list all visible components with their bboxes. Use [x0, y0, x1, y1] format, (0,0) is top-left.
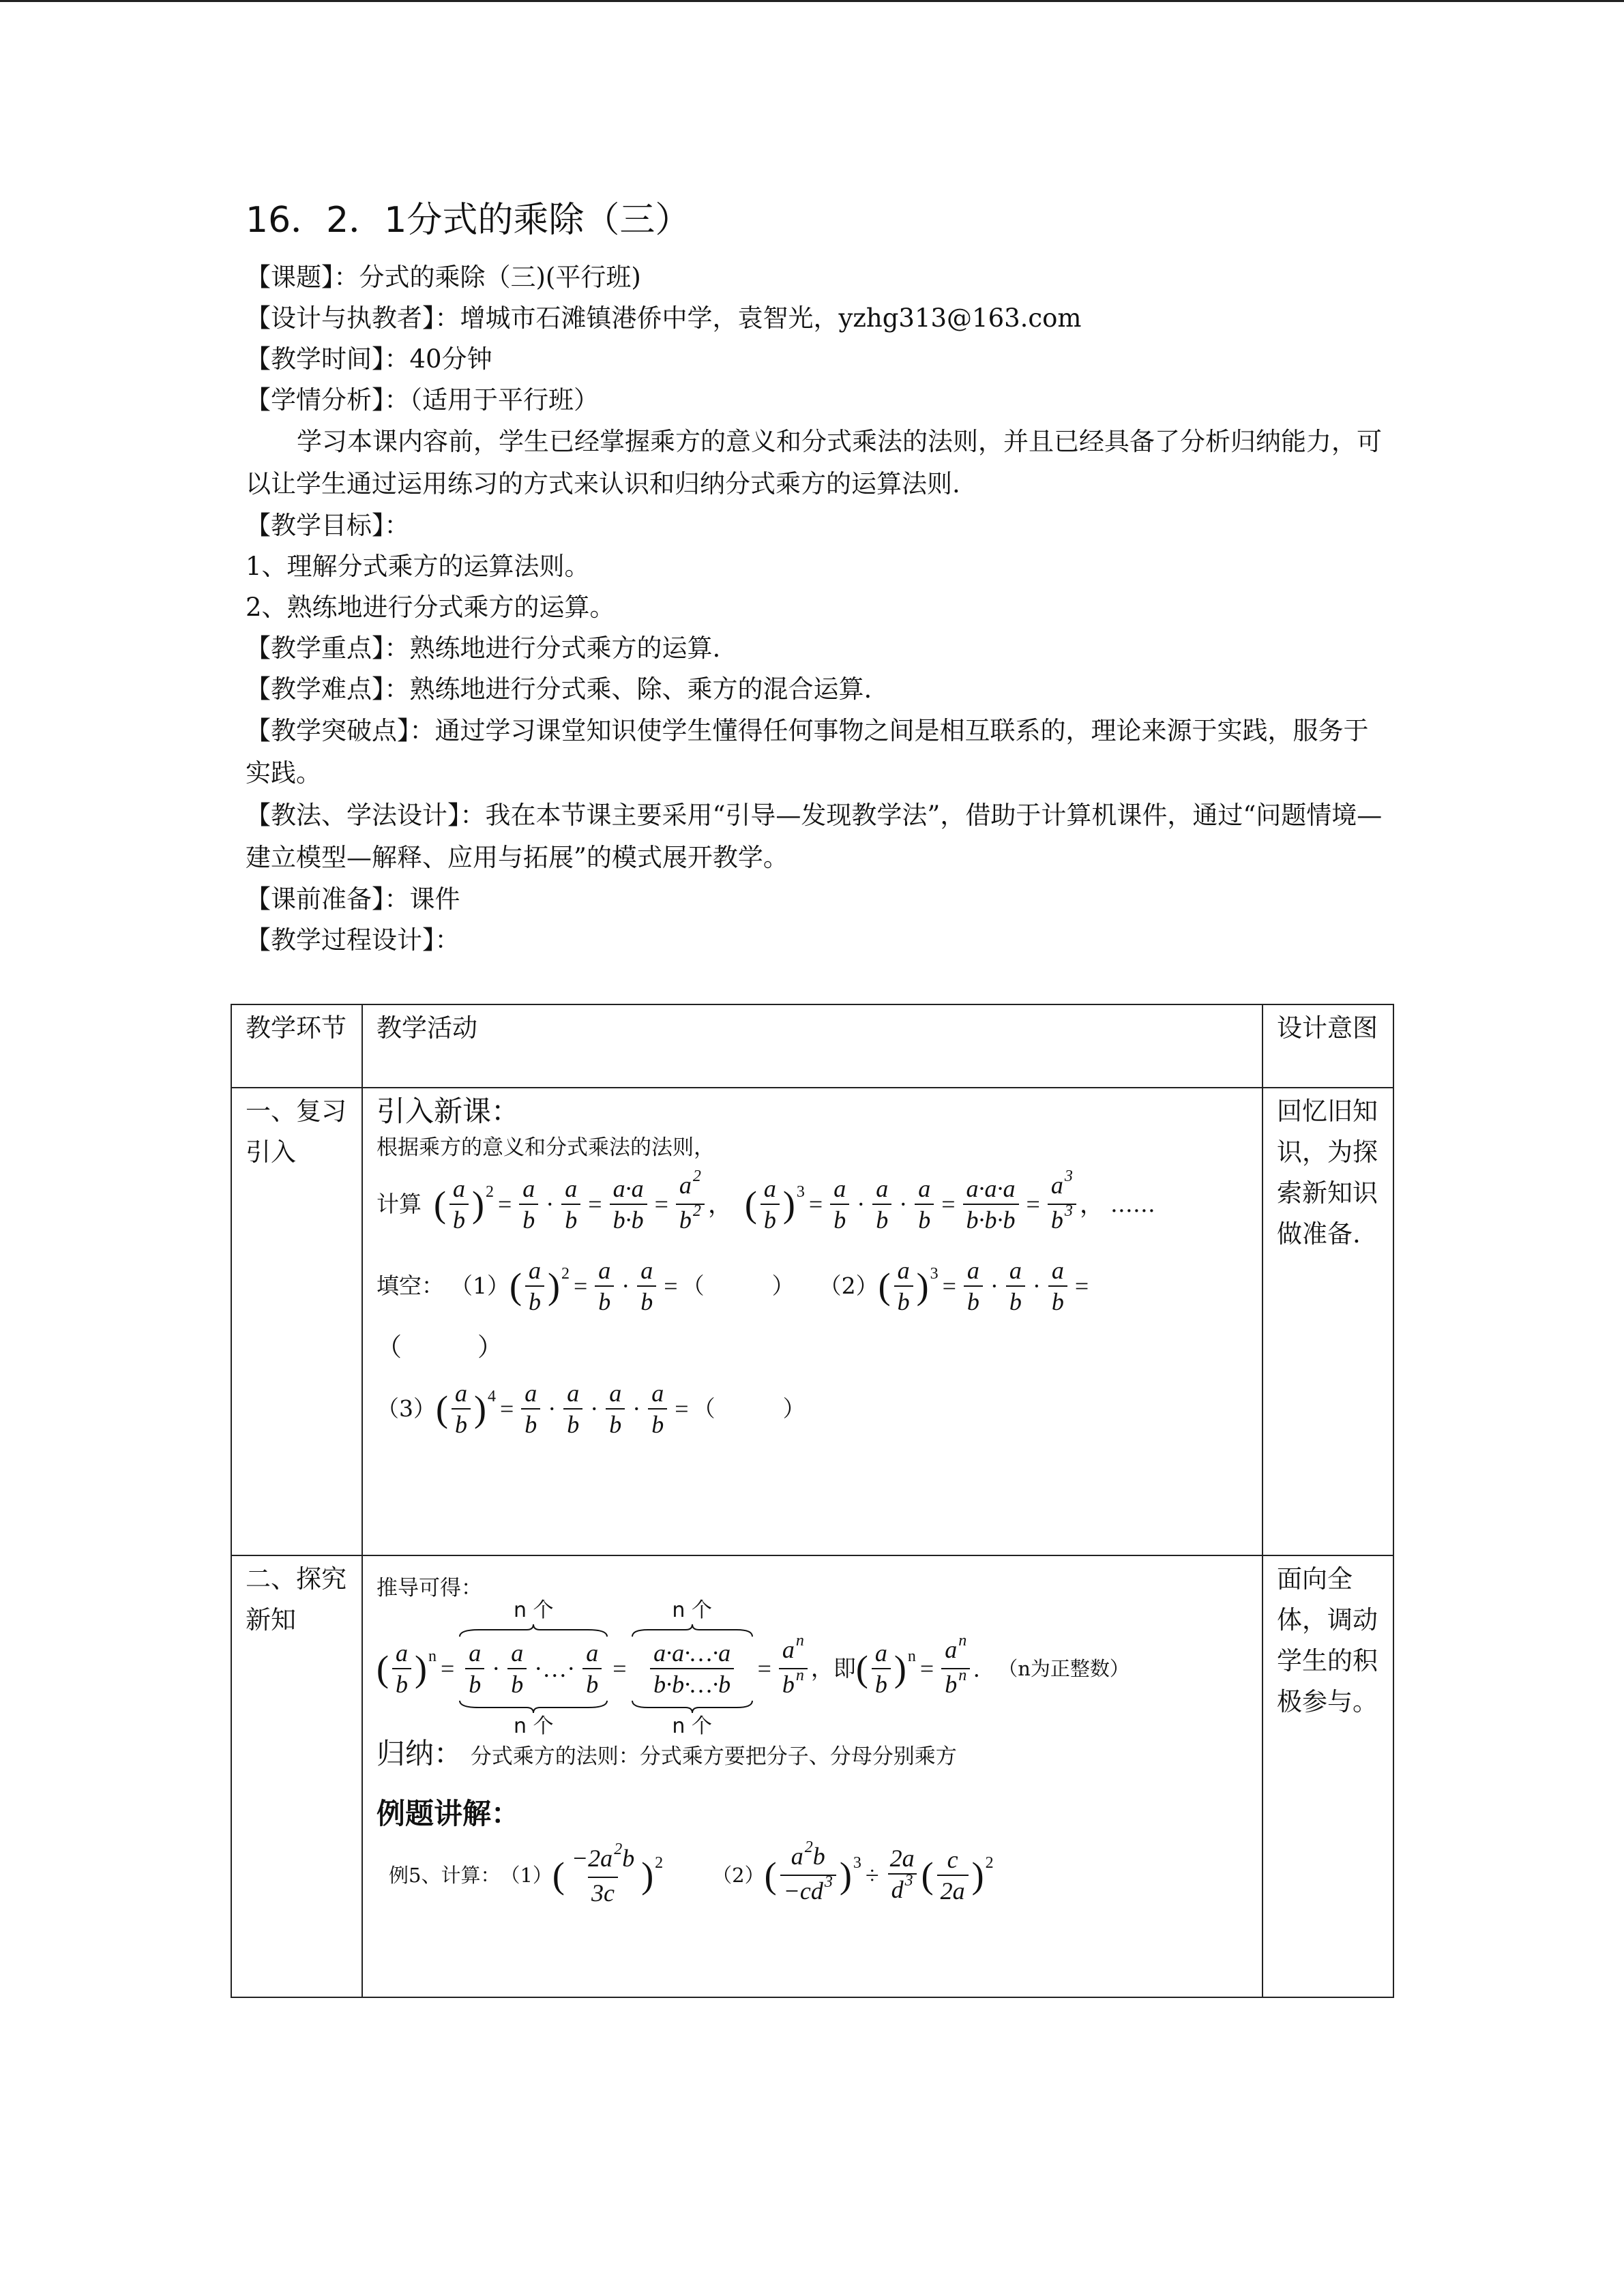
power-rule-formula: ( $\frac{a}{b}$ ) n = n 个 $\frac{a}{b}$ · $\frac{a}{b}$ ·…· $\frac{a}{b}$ n 个 = n 个 $\frac{a\cdot a\cdot\dots\cdot a}{b\cdot b\cdot\dots\cdot b}$ n 个 = $\frac{a^n}{b^n}$ ，即 ( $\frac{a}{b}$ ) n = $\frac{a^n}{b^n}$ . （n为正整数） [377, 1598, 1130, 1738]
braced-fraction: n 个 $\frac{a\cdot a\cdot\dots\cdot a}{b\cdot b\cdot\dots\cdot b}$ n 个 [631, 1598, 754, 1739]
meta-topic: 【课题】：分式的乘除（三)(平行班) [246, 263, 641, 292]
key-point: 【教学重点】：熟练地进行分式乘方的运算. [246, 633, 721, 663]
fill-blank-1-2: 填空： （1） ( $\frac{a}{b}$ ) 2 = $\frac{a}{b}$ · $\frac{a}{b}$ = （ ） （2） ( $\frac{a}{b}$ ) 3 = $\frac{a}{b}$ · $\frac{a}{b}$ · $\frac{a}{b}$ = [377, 1257, 1089, 1315]
meta-analysis: 【学情分析】：（适用于平行班） [246, 385, 599, 415]
meta-author: 【设计与执教者】：增城市石滩镇港侨中学，袁智光，yzhg313@163.com [246, 303, 1082, 333]
underbrace [458, 1699, 608, 1714]
section-heading: 引入新课： [377, 1094, 520, 1128]
meta-time: 【教学时间】：40分钟 [246, 344, 492, 374]
page-title: 16．2．1分式的乘除（三） [246, 200, 691, 241]
summary: 归纳： 分式乘方的法则：分式乘方要把分子、分母分别乘方 [377, 1737, 957, 1770]
calc-formula: 计算 ( $\frac{a}{b}$ ) 2 = $\frac{a}{b}$ · $\frac{a}{b}$ = $\frac{a\cdot a}{b\cdot b}$ = $\frac{a^2}{b^2}$ ， ( $\frac{a}{b}$ ) 3 = $\frac{a}{b}$ · $\frac{a}{b}$ · $\frac{a}{b}$ = $\frac{a\cdot a\cdot a}{b\cdot b\cdot b}$ = $\frac{a^3}{b^3}$ ， …… [377, 1163, 1248, 1245]
example-5: 例5、计算： （1） ( $\frac{-2a^2b}{3c}$ ) 2 （2） ( $\frac{a^2b}{-cd^3}$ ) 3 ÷ $\frac{2a}{d^3}$ ( $\frac{c}{2a}$ ) 2 [377, 1834, 1248, 1916]
teaching-method: 【教法、学法设计】：我在本节课主要采用“引导—发现教学法”，借助于计算机课件，通过“问题情境—建立模型—解释、应用与拓展”的模式展开教学。 [246, 801, 1383, 872]
activity-cell [362, 1088, 1263, 1555]
stage-cell: 二、探究新知 [231, 1555, 362, 1997]
braced-product: n 个 $\frac{a}{b}$ · $\frac{a}{b}$ ·…· $\frac{a}{b}$ n 个 [458, 1598, 608, 1739]
preparation: 【课前准备】：课件 [246, 884, 460, 914]
activity-cell [362, 1555, 1263, 1997]
table-row [231, 1088, 1393, 1555]
breakthrough: 【教学突破点】：通过学习课堂知识使学生懂得任何事物之间是相互联系的，理论来源于实践，服务于实践。 [246, 716, 1369, 788]
goal-item: 1、理解分式乘方的运算法则。 [246, 552, 590, 581]
goals-label: 【教学目标】： [246, 511, 410, 540]
examples-heading: 例题讲解： [377, 1797, 520, 1830]
table-header-row [231, 1004, 1393, 1088]
process-table [231, 1004, 1394, 1998]
overbrace [458, 1623, 608, 1638]
difficult-point: 【教学难点】：熟练地进行分式乘、除、乘方的混合运算. [246, 674, 872, 704]
stage-cell: 一、复习引入 [231, 1088, 362, 1555]
header-intent: 设计意图 [1263, 1004, 1393, 1088]
table-row [231, 1555, 1393, 1997]
blank: （ ） [377, 1332, 503, 1362]
header-stage: 教学环节 [231, 1004, 362, 1088]
intent-cell: 面向全体，调动学生的积极参与。 [1263, 1555, 1393, 1997]
intro-text: 根据乘方的意义和分式乘法的法则， [377, 1135, 715, 1160]
derive-label: 推导可得： [377, 1576, 482, 1600]
intent-cell: 回忆旧知识，为探索新知识做准备. [1263, 1088, 1393, 1555]
analysis-paragraph: 学习本课内容前，学生已经掌握乘方的意义和分式乘法的法则，并且已经具备了分析归纳能力，可以让学生通过运用练习的方式来认识和归纳分式乘方的运算法则. [246, 427, 1382, 498]
top-border [0, 0, 1624, 2]
document-body [246, 191, 1391, 961]
header-activity: 教学活动 [362, 1004, 1263, 1088]
goal-item: 2、熟练地进行分式乘方的运算。 [246, 593, 615, 622]
process-label: 【教学过程设计】： [246, 925, 460, 955]
fill-blank-3: （3） ( $\frac{a}{b}$ ) 4 = $\frac{a}{b}$ · $\frac{a}{b}$ · $\frac{a}{b}$ · $\frac{a}{b}$ = （ ） [377, 1380, 806, 1438]
